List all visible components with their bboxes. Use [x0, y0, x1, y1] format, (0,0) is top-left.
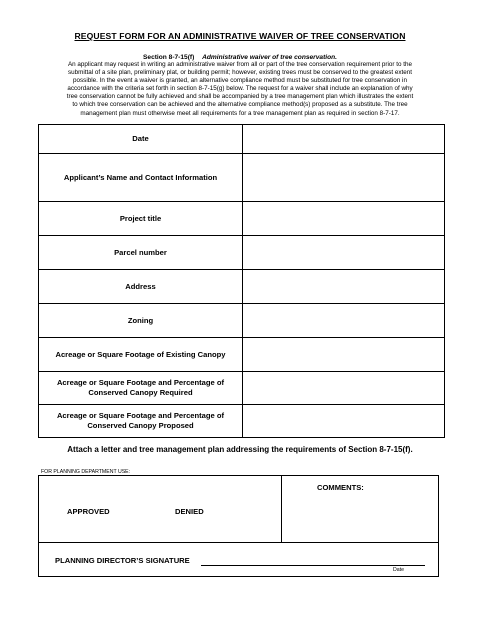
field-input-address[interactable] — [243, 270, 445, 304]
form-title: REQUEST FORM FOR AN ADMINISTRATIVE WAIVER OF TREE CONSERVATION — [74, 31, 406, 41]
form-row-address — [39, 270, 445, 304]
approval-box — [38, 475, 439, 577]
intro-line: tree conservation cannot be fully achieved and shall be accompanied by a tree management plan which illustrates the extent — [66, 93, 414, 101]
section-heading — [0, 54, 480, 61]
approval-divider-vertical — [281, 476, 282, 542]
intro-line: accordance with the criteria set forth in section 8-7-15(g) below. The request for a waiver shall include an explanation of why — [67, 85, 413, 93]
field-input-existing-canopy[interactable] — [243, 338, 445, 372]
signature-date-label: Date — [393, 567, 404, 573]
intro-line: possible. In the event a waiver is granted, an alternative compliance method must be substituted for tree conservation in — [73, 77, 407, 85]
field-label-date: Date — [39, 125, 243, 154]
field-label-address: Address — [39, 270, 243, 304]
comments-label: COMMENTS: — [317, 483, 364, 492]
signature-line[interactable] — [201, 565, 425, 566]
field-input-canopy-required[interactable] — [243, 372, 445, 405]
approval-divider-horizontal — [39, 542, 438, 543]
form-row-canopy-proposed — [39, 405, 445, 438]
intro-paragraph — [40, 61, 440, 118]
denied-option[interactable]: DENIED — [175, 507, 204, 516]
intro-line: to which tree conservation can be achieved and the alternative compliance method(s) proposed as a substitute. The tree — [72, 101, 408, 109]
request-form-table — [38, 124, 445, 438]
form-row-date — [39, 125, 445, 154]
field-input-canopy-proposed[interactable] — [243, 405, 445, 438]
field-input-parcel-number[interactable] — [243, 236, 445, 270]
field-input-project-title[interactable] — [243, 202, 445, 236]
field-input-applicant[interactable] — [243, 154, 445, 202]
field-input-date[interactable] — [243, 125, 445, 154]
section-number: Section 8-7-15(f) — [143, 54, 195, 61]
field-label-zoning: Zoning — [39, 304, 243, 338]
field-input-zoning[interactable] — [243, 304, 445, 338]
form-row-parcel-number — [39, 236, 445, 270]
dept-use-label: FOR PLANNING DEPARTMENT USE: — [41, 469, 131, 475]
signature-label: PLANNING DIRECTOR’S SIGNATURE — [55, 556, 190, 565]
attachment-note: Attach a letter and tree management plan addressing the requirements of Section 8-7-15(f). — [67, 445, 413, 454]
intro-line: submittal of a site plan, preliminary plat, or building permit; however, existing trees must be conserved to the greatest extent — [67, 69, 413, 77]
field-label-applicant: Applicant’s Name and Contact Information — [39, 154, 243, 202]
field-label-canopy-proposed: Acreage or Square Footage and Percentage of Conserved Canopy Proposed — [39, 405, 243, 438]
approved-option[interactable]: APPROVED — [67, 507, 110, 516]
form-row-zoning — [39, 304, 445, 338]
form-row-canopy-required — [39, 372, 445, 405]
field-label-existing-canopy: Acreage or Square Footage of Existing Canopy — [39, 338, 243, 372]
field-label-project-title: Project title — [39, 202, 243, 236]
field-label-parcel-number: Parcel number — [39, 236, 243, 270]
section-title: Administrative waiver of tree conservation. — [202, 54, 337, 61]
intro-line: management plan must otherwise meet all requirements for a tree management plan as required in section 8-7-17. — [80, 109, 400, 117]
intro-line: An applicant may request in writing an administrative waiver from all or part of the tree conservation requirement prior to the — [67, 61, 413, 68]
field-label-canopy-required: Acreage or Square Footage and Percentage of Conserved Canopy Required — [39, 372, 243, 405]
form-row-existing-canopy — [39, 338, 445, 372]
form-row-applicant — [39, 154, 445, 202]
form-row-project-title — [39, 202, 445, 236]
